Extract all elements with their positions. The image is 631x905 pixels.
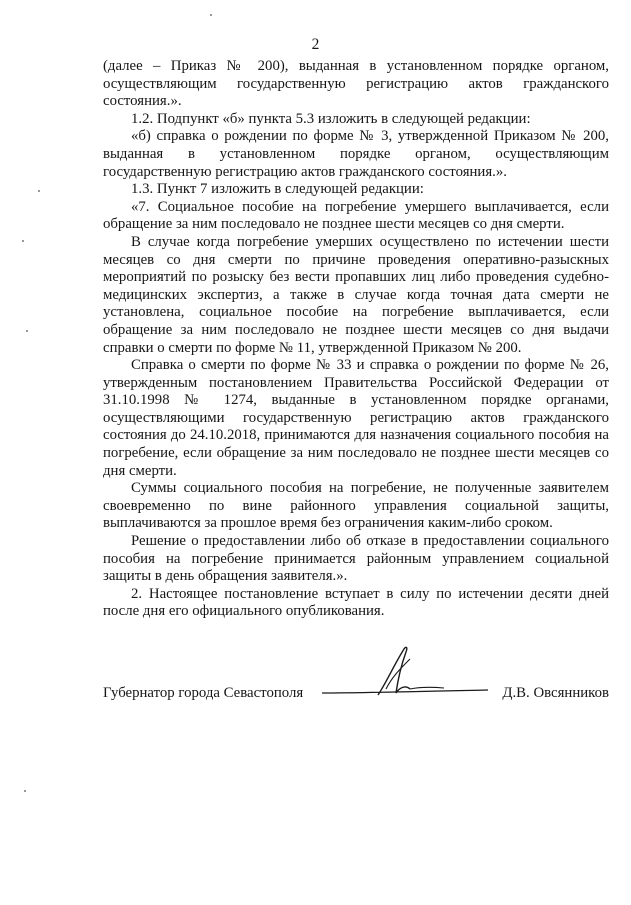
signatory-position: Губернатор города Севастополя — [103, 685, 304, 701]
paragraph-7-exception: В случае когда погребение умерших осуществлено по истечении шести месяцев со дня смерти по причине проведения оперативно-разыскных мероприятий по розыску без вести пропавших лиц либо проведения судебно-медицинских экспертиз, а также в случае когда точная дата смерти не установлена, социальное пособие на погребение выплачивается, если обращение за ним последовало не позднее шести месяцев со дня выдачи справки о смерти по форме № 11, утвержденной Приказом № 200. — [103, 233, 609, 356]
paragraph-7-sums: Суммы социального пособия на погребение, не полученные заявителем своевременно по вине районного управления социальной защиты, выплачиваются за прошлое время без ограничения каким-либо сроком. — [103, 480, 609, 532]
paragraph-2-effective: 2. Настоящее постановление вступает в силу по истечении десяти дней после дня его официального опубликования. — [103, 585, 609, 620]
signatory-name: Д.В. Овсянников — [502, 685, 609, 701]
paragraph-7-certificates: Справка о смерти по форме № 33 и справка о рождении по форме № 26, утвержденным постановлением Правительства Российской Федерации от 31.10.1998 № 1274, выданные в установленном порядке органами, осуществляющими государственную регистрацию актов гражданского состояния до 24.10.2018, принимаются для назначения социального пособия на погребение, если обращение за ним последовало не позднее шести месяцев со дня смерти. — [103, 357, 609, 479]
scan-speck — [26, 330, 28, 332]
scan-speck — [24, 790, 26, 792]
scan-speck — [210, 14, 212, 16]
paragraph-continuation: (далее – Приказ № 200), выданная в установленном порядке органом, осуществляющим государственную регистрацию актов гражданского состояния.». — [103, 58, 609, 110]
paragraph-1-2: 1.2. Подпункт «б» пункта 5.3 изложить в следующей редакции: — [131, 110, 531, 127]
signature-block — [103, 684, 609, 704]
scan-speck — [22, 240, 24, 242]
document-body — [103, 58, 609, 621]
scan-speck — [38, 190, 40, 192]
paragraph-1-3: 1.3. Пункт 7 изложить в следующей редакции: — [131, 181, 424, 198]
paragraph-1-2-text: «б) справка о рождении по форме № 3, утвержденной Приказом № 200, выданная в установленном порядке органом, осуществляющим государственную регистрацию актов гражданского состояния.». — [103, 128, 609, 180]
page-number: 2 — [311, 36, 320, 53]
paragraph-7-main: «7. Социальное пособие на погребение умершего выплачивается, если обращение за ним последовало не позднее шести месяцев со дня смерти. — [103, 198, 609, 233]
paragraph-7-decision: Решение о предоставлении либо об отказе в предоставлении социального пособия на погребение принимается районным управлением социальной защиты в день обращения заявителя.». — [103, 533, 609, 585]
